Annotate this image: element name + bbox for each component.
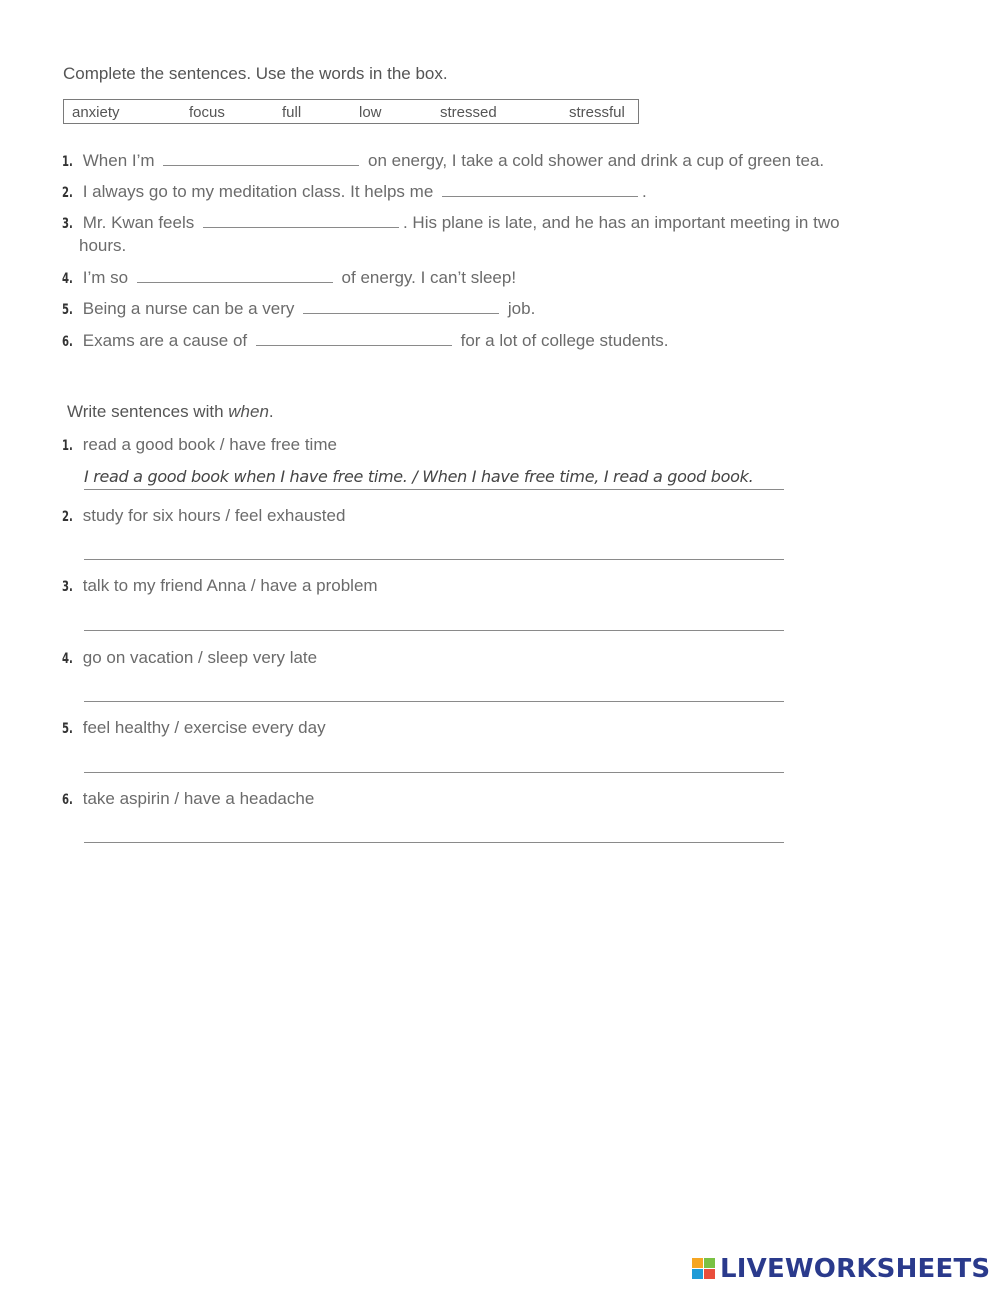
word-box	[63, 99, 639, 124]
item-text-before: Exams are a cause of	[82, 331, 248, 350]
instruction-keyword: when	[228, 402, 269, 421]
logo-text: LIVEWORKSHEETS	[720, 1254, 991, 1284]
item-text-after: for a lot of college students.	[460, 331, 669, 350]
logo-icon	[692, 1258, 716, 1280]
logo-block	[692, 1258, 703, 1268]
answer-line-5[interactable]	[84, 772, 784, 773]
item-text-after: on energy, I take a cold shower and drink a cup of green tea.	[368, 151, 825, 170]
logo-block	[692, 1269, 703, 1279]
write-item-1	[62, 435, 337, 455]
item-number: 2.	[62, 185, 73, 201]
answer-blank-5[interactable]	[303, 298, 499, 314]
fill-item-3-continuation: hours.	[79, 236, 127, 255]
item-text-after: . His plane is late, and he has an important meeting in two	[402, 213, 840, 232]
item-text-before: I’m so	[82, 268, 129, 287]
item-text-after: of energy. I can’t sleep!	[341, 268, 517, 287]
fill-item-5	[62, 298, 535, 319]
instruction-prefix: Write sentences with	[67, 402, 229, 421]
write-item-5	[62, 718, 326, 738]
item-number: 3.	[62, 579, 73, 595]
fill-item-3	[62, 212, 840, 233]
item-text-after: .	[642, 182, 647, 201]
logo-block	[704, 1269, 715, 1279]
write-item-4	[62, 648, 317, 668]
word-box-item: anxiety	[72, 104, 120, 121]
answer-line-2[interactable]	[84, 559, 784, 560]
answer-line-4[interactable]	[84, 701, 784, 702]
example-answer: I read a good book when I have free time. / When I have free time, I read a good book.	[84, 467, 754, 486]
item-number: 6.	[62, 792, 73, 808]
item-text-before: I always go to my meditation class. It helps me	[82, 182, 434, 201]
word-box-item: full	[282, 104, 302, 121]
item-text-before: Being a nurse can be a very	[82, 299, 295, 318]
item-prompt: read a good book / have free time	[82, 435, 337, 454]
item-number: 5.	[62, 721, 73, 737]
item-number: 5.	[62, 302, 73, 318]
liveworksheets-logo	[692, 1254, 991, 1284]
write-item-2	[62, 506, 345, 526]
word-box-item: stressed	[440, 104, 497, 121]
item-number: 6.	[62, 334, 73, 350]
write-item-6	[62, 789, 314, 809]
word-box-item: focus	[189, 104, 225, 121]
word-box-item: low	[359, 104, 382, 121]
answer-blank-4[interactable]	[137, 267, 333, 283]
fill-item-6	[62, 330, 669, 351]
fill-item-4	[62, 267, 516, 288]
item-number: 2.	[62, 509, 73, 525]
answer-line-3[interactable]	[84, 630, 784, 631]
item-text-before: When I’m	[82, 151, 155, 170]
item-number: 4.	[62, 651, 73, 667]
section2-instruction	[67, 402, 274, 422]
item-number: 1.	[62, 438, 73, 454]
answer-line-1	[84, 489, 784, 490]
answer-blank-1[interactable]	[163, 150, 359, 166]
item-prompt: study for six hours / feel exhausted	[82, 506, 346, 525]
answer-blank-6[interactable]	[256, 330, 452, 346]
answer-blank-3[interactable]	[203, 212, 399, 228]
item-prompt: go on vacation / sleep very late	[82, 648, 318, 667]
item-text-after: job.	[507, 299, 536, 318]
item-prompt: take aspirin / have a headache	[82, 789, 315, 808]
fill-item-2	[62, 181, 647, 202]
answer-line-6[interactable]	[84, 842, 784, 843]
word-box-item: stressful	[569, 104, 625, 121]
item-prompt: talk to my friend Anna / have a problem	[82, 576, 378, 595]
item-text-before: Mr. Kwan feels	[82, 213, 195, 232]
logo-block	[704, 1258, 715, 1268]
write-item-3	[62, 576, 378, 596]
item-number: 3.	[62, 216, 73, 232]
item-prompt: feel healthy / exercise every day	[82, 718, 326, 737]
section1-instruction: Complete the sentences. Use the words in the box.	[63, 64, 448, 83]
item-number: 4.	[62, 271, 73, 287]
fill-item-1	[62, 150, 824, 171]
answer-blank-2[interactable]	[442, 181, 638, 197]
instruction-suffix: .	[268, 402, 274, 421]
item-number: 1.	[62, 154, 73, 170]
